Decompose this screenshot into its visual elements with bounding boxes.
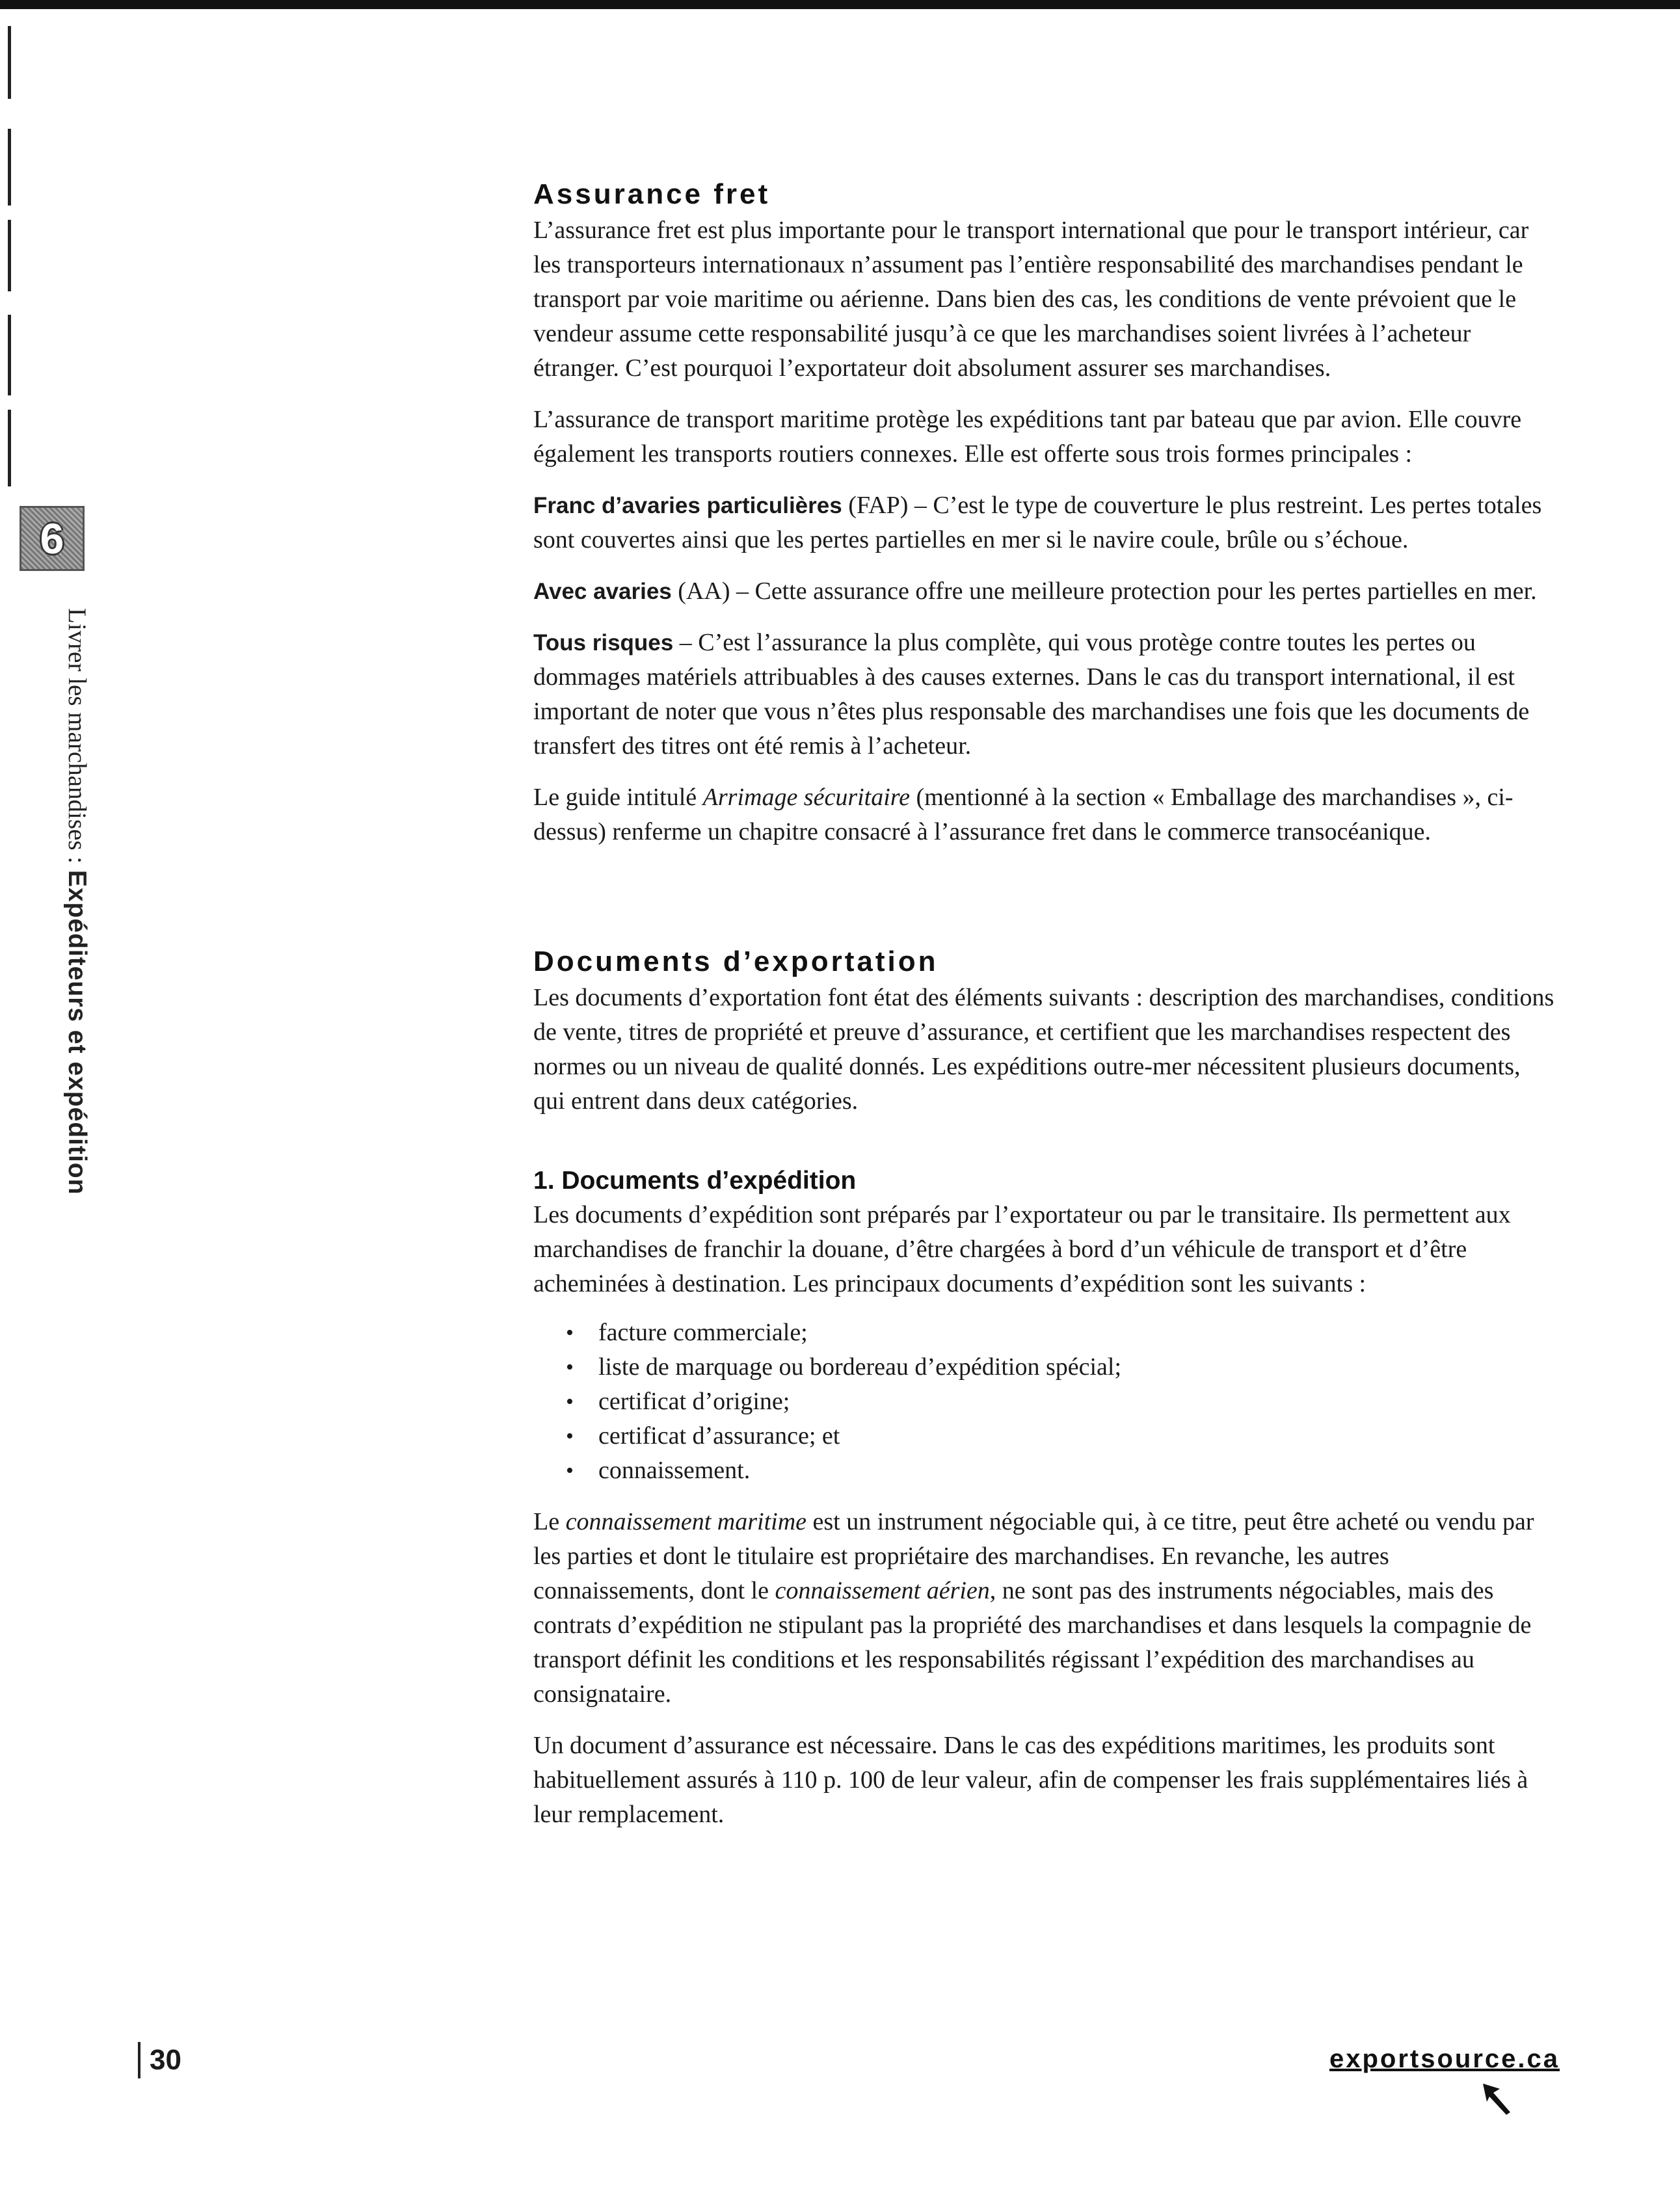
margin-line xyxy=(8,315,11,395)
bill-of-lading-text: , ne sont pas des instruments négociables, mais des contrats d’expédition ne stipulant pas la propriété des marchandises et dans lesquels la compagnie de transport définit les conditions et les responsabilités régissant l’expédition des marchandises au consignataire. xyxy=(533,1577,1532,1708)
insurance-document-paragraph: Un document d’assurance est nécessaire. Dans le cas des expéditions maritimes, les produits sont habituellement assurés à 110 p. 100 de leur valeur, afin de compenser les frais supplémentaires liés à leur remplacement. xyxy=(533,1732,1528,1828)
chapter-badge xyxy=(20,506,85,571)
shipping-documents-heading: 1. Documents d’expédition xyxy=(533,1167,857,1195)
website-link[interactable]: exportsource.ca xyxy=(1329,2045,1560,2073)
margin-line xyxy=(8,129,11,205)
guide-text-after: (mentionné à la section « Emballage des marchandises », ci-dessus) renferme un chapitre consacré à l’assurance fret dans le commerce transocéanique. xyxy=(533,784,1513,845)
margin-line xyxy=(8,220,11,291)
aa-paragraph xyxy=(533,574,1554,609)
top-border xyxy=(0,0,1680,9)
margin-line xyxy=(8,410,11,486)
marine-insurance-paragraph: L’assurance de transport maritime protège les expéditions tant par bateau que par avion. Elle couvre également les transports routiers connexes. Elle est offerte sous trois formes principales : xyxy=(533,406,1522,468)
guide-paragraph xyxy=(533,780,1554,849)
aa-term: Avec avaries xyxy=(533,579,672,604)
aa-text: (AA) – Cette assurance offre une meilleure protection pour les pertes partielles en mer. xyxy=(671,577,1537,605)
cargo-insurance-paragraph: L’assurance fret est plus importante pour le transport international que pour le transport intérieur, car les transporteurs internationaux n’assument pas l’entière responsabilité des marchandises pendant le transport par voie maritime ou aérienne. Dans bien des cas, les conditions de vente prévoient que le vendeur assume cette responsabilité jusqu’à ce que les marchandises soient livrées à l’acheteur étranger. C’est pourquoi l’exportateur doit absolument assurer ses marchandises. xyxy=(533,217,1529,382)
air-waybill-term: connaissement aérien xyxy=(775,1577,990,1604)
chapter-number: 6 xyxy=(40,514,64,563)
shipping-documents-list xyxy=(533,1316,1554,1488)
export-documents-heading: Documents d’exportation xyxy=(533,946,939,977)
guide-title: Arrimage sécuritaire xyxy=(702,784,911,811)
list-item: • connaissement. xyxy=(598,1453,1554,1488)
main-content xyxy=(533,176,1554,1849)
bill-of-lading-text: Le xyxy=(533,1508,566,1535)
fap-text: (FAP) – C’est le type de couverture le plus restreint. Les pertes totales sont couvertes ainsi que les pertes partielles en mer si le navire coule, brûle ou s’échoue. xyxy=(533,492,1542,553)
list-item: • facture commerciale; xyxy=(598,1316,1554,1350)
fap-paragraph xyxy=(533,488,1554,557)
export-documents-paragraph: Les documents d’exportation font état des éléments suivants : description des marchandises, conditions de vente, titres de propriété et preuve d’assurance, et certifient que les marchandises respectent des normes ou un niveau de qualité donnés. Les expéditions outre-mer nécessitent plusieurs documents, qui entrent dans deux catégories. xyxy=(533,984,1554,1115)
all-risks-term: Tous risques xyxy=(533,630,674,656)
fap-term: Franc d’avaries particulières xyxy=(533,493,842,518)
bill-of-lading-paragraph xyxy=(533,1505,1554,1712)
list-item: • liste de marquage ou bordereau d’expédition spécial; xyxy=(598,1350,1554,1385)
chapter-title-main: Expéditeurs et expédition xyxy=(63,869,91,1195)
marine-bill-term: connaissement maritime xyxy=(565,1508,807,1535)
list-item: • certificat d’assurance; et xyxy=(598,1419,1554,1453)
list-item: • certificat d’origine; xyxy=(598,1385,1554,1419)
page-number: 30 xyxy=(138,2042,181,2078)
mouse-cursor-icon xyxy=(1482,2082,1513,2116)
chapter-title-prefix: Livrer les marchandises : xyxy=(63,608,91,870)
bill-of-lading-text: est un instrument négociable qui, à ce titre, peut être acheté ou vendu par les parties et dont le titulaire est propriétaire des marchandises. En revanche, les autres connaissements, dont le xyxy=(533,1508,1534,1604)
all-risks-text: – C’est l’assurance la plus complète, qui vous protège contre toutes les pertes ou dommages matériels attribuables à des causes externes. Dans le cas du transport international, il est important de noter que vous n’êtes plus responsable des marchandises une fois que les documents de transfert des titres ont été remis à l’acheteur. xyxy=(533,629,1530,760)
margin-line xyxy=(8,26,11,99)
guide-text-before: Le guide intitulé xyxy=(533,784,703,811)
chapter-side-title xyxy=(62,608,92,1195)
all-risks-paragraph xyxy=(533,626,1554,763)
shipping-documents-paragraph: Les documents d’expédition sont préparés par l’exportateur ou par le transitaire. Ils permettent aux marchandises de franchir la douane, d’être chargées à bord d’un véhicule de transport et d’être acheminées à destination. Les principaux documents d’expédition sont les suivants : xyxy=(533,1201,1511,1297)
cargo-insurance-heading: Assurance fret xyxy=(533,178,771,210)
